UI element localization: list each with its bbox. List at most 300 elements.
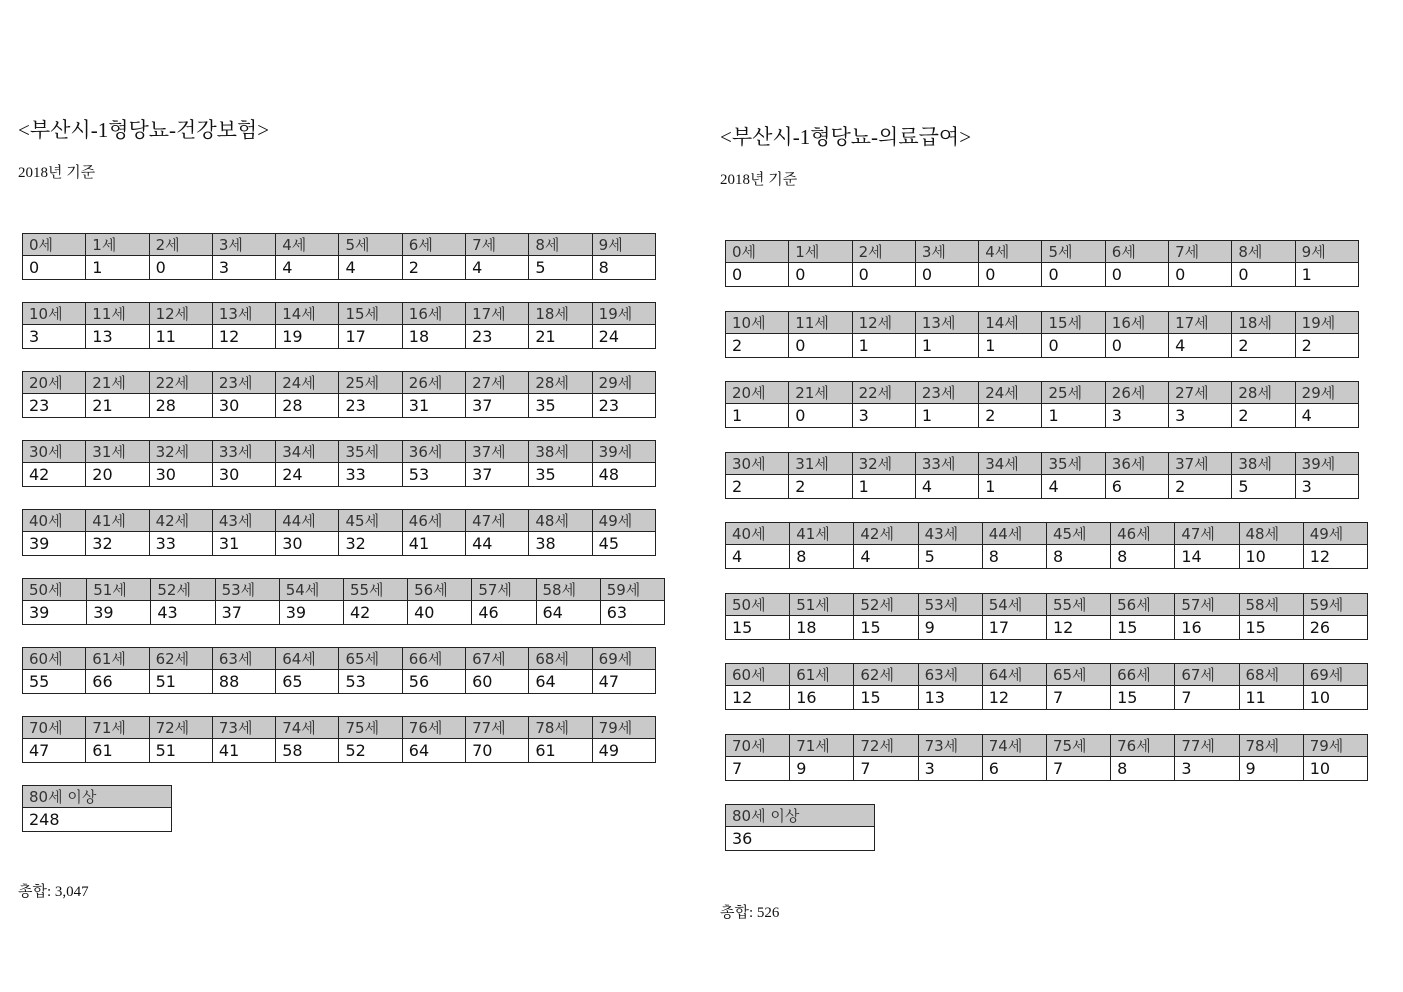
age-label-cell: 61세 xyxy=(790,664,854,686)
age-label-cell: 10세 xyxy=(726,312,789,334)
count-value-row xyxy=(726,616,1368,640)
patient-count-cell: 15 xyxy=(1111,616,1175,640)
age-label-cell: 11세 xyxy=(86,303,149,325)
age-label-cell: 0세 xyxy=(726,241,789,263)
patient-count-cell: 64 xyxy=(529,670,592,694)
age-header-row xyxy=(726,805,875,827)
age-label-cell: 44세 xyxy=(276,510,339,532)
age-label-cell: 46세 xyxy=(402,510,465,532)
patient-count-cell: 39 xyxy=(279,601,343,625)
patient-count-cell: 61 xyxy=(529,739,592,763)
age-label-cell: 45세 xyxy=(1046,523,1110,545)
patient-count-cell: 1 xyxy=(979,475,1042,499)
patient-count-cell: 11 xyxy=(149,325,212,349)
age-label-cell: 54세 xyxy=(279,579,343,601)
age-label-cell: 68세 xyxy=(1239,664,1303,686)
age-label-cell: 65세 xyxy=(339,648,402,670)
patient-count-cell: 49 xyxy=(592,739,655,763)
age-label-cell: 70세 xyxy=(726,735,790,757)
patient-count-cell: 0 xyxy=(1169,263,1232,287)
age-label-cell: 59세 xyxy=(1303,594,1367,616)
age-label-cell: 13세 xyxy=(915,312,978,334)
patient-count-cell: 63 xyxy=(600,601,664,625)
patient-count-cell: 36 xyxy=(726,827,875,851)
patient-count-cell: 52 xyxy=(339,739,402,763)
patient-count-cell: 35 xyxy=(529,463,592,487)
patient-count-cell: 47 xyxy=(23,739,86,763)
age-label-cell: 5세 xyxy=(1042,241,1105,263)
patient-count-cell: 41 xyxy=(212,739,275,763)
patient-count-cell: 3 xyxy=(212,256,275,280)
left-age-table-3 xyxy=(22,440,656,487)
patient-count-cell: 13 xyxy=(86,325,149,349)
age-label-cell: 72세 xyxy=(149,717,212,739)
age-label-cell: 0세 xyxy=(23,234,86,256)
patient-count-cell: 12 xyxy=(726,686,790,710)
age-label-cell: 32세 xyxy=(852,453,915,475)
patient-count-cell: 53 xyxy=(339,670,402,694)
age-label-cell: 23세 xyxy=(212,372,275,394)
age-label-cell: 78세 xyxy=(1239,735,1303,757)
patient-count-cell: 21 xyxy=(86,394,149,418)
age-label-cell: 71세 xyxy=(790,735,854,757)
age-label-cell: 11세 xyxy=(789,312,852,334)
patient-count-cell: 2 xyxy=(726,475,789,499)
age-label-cell: 4세 xyxy=(276,234,339,256)
age-label-cell: 7세 xyxy=(466,234,529,256)
patient-count-cell: 42 xyxy=(343,601,407,625)
count-value-row xyxy=(23,670,656,694)
patient-count-cell: 40 xyxy=(408,601,472,625)
patient-count-cell: 1 xyxy=(726,404,789,428)
patient-count-cell: 23 xyxy=(23,394,86,418)
patient-count-cell: 53 xyxy=(402,463,465,487)
patient-count-cell: 11 xyxy=(1239,686,1303,710)
age-label-cell: 64세 xyxy=(276,648,339,670)
age-label-cell: 58세 xyxy=(1239,594,1303,616)
age-label-cell: 47세 xyxy=(1175,523,1239,545)
count-value-row xyxy=(23,532,656,556)
age-label-cell: 77세 xyxy=(1175,735,1239,757)
count-value-row xyxy=(726,757,1368,781)
age-label-cell: 62세 xyxy=(149,648,212,670)
age-label-cell: 12세 xyxy=(149,303,212,325)
age-label-cell: 3세 xyxy=(915,241,978,263)
left-age-table-7 xyxy=(22,716,656,763)
patient-count-cell: 33 xyxy=(149,532,212,556)
patient-count-cell: 2 xyxy=(1169,475,1232,499)
age-label-cell: 42세 xyxy=(854,523,918,545)
age-label-cell: 52세 xyxy=(854,594,918,616)
patient-count-cell: 3 xyxy=(1295,475,1358,499)
age-label-cell: 49세 xyxy=(592,510,655,532)
patient-count-cell: 7 xyxy=(1046,686,1110,710)
age-label-cell: 1세 xyxy=(86,234,149,256)
patient-count-cell: 2 xyxy=(1295,334,1358,358)
age-header-row xyxy=(23,579,665,601)
age-label-cell: 61세 xyxy=(86,648,149,670)
age-header-row xyxy=(726,241,1359,263)
age-header-row xyxy=(23,648,656,670)
age-label-cell: 32세 xyxy=(149,441,212,463)
age-label-cell: 33세 xyxy=(915,453,978,475)
patient-count-cell: 8 xyxy=(1111,545,1175,569)
patient-count-cell: 17 xyxy=(982,616,1046,640)
age-label-cell: 14세 xyxy=(979,312,1042,334)
patient-count-cell: 1 xyxy=(86,256,149,280)
age-label-cell: 42세 xyxy=(149,510,212,532)
age-label-cell: 29세 xyxy=(1295,382,1358,404)
patient-count-cell: 1 xyxy=(852,334,915,358)
patient-count-cell: 7 xyxy=(726,757,790,781)
patient-count-cell: 10 xyxy=(1303,686,1367,710)
count-value-row xyxy=(726,475,1359,499)
age-label-cell: 37세 xyxy=(466,441,529,463)
patient-count-cell: 0 xyxy=(1232,263,1295,287)
patient-count-cell: 35 xyxy=(529,394,592,418)
age-label-cell: 46세 xyxy=(1111,523,1175,545)
patient-count-cell: 37 xyxy=(466,394,529,418)
age-label-cell: 51세 xyxy=(87,579,151,601)
patient-count-cell: 2 xyxy=(402,256,465,280)
patient-count-cell: 248 xyxy=(23,808,172,832)
age-label-cell: 38세 xyxy=(529,441,592,463)
patient-count-cell: 30 xyxy=(212,463,275,487)
age-label-cell: 20세 xyxy=(23,372,86,394)
age-label-cell: 52세 xyxy=(151,579,215,601)
patient-count-cell: 7 xyxy=(854,757,918,781)
right-age-table-6 xyxy=(725,663,1368,710)
age-label-cell: 26세 xyxy=(402,372,465,394)
patient-count-cell: 38 xyxy=(529,532,592,556)
right-age-table-5 xyxy=(725,593,1368,640)
patient-count-cell: 55 xyxy=(23,670,86,694)
age-label-cell: 76세 xyxy=(1111,735,1175,757)
patient-count-cell: 0 xyxy=(726,263,789,287)
patient-count-cell: 8 xyxy=(1111,757,1175,781)
patient-count-cell: 58 xyxy=(276,739,339,763)
age-label-cell: 57세 xyxy=(1175,594,1239,616)
age-header-row xyxy=(726,664,1368,686)
age-label-cell: 26세 xyxy=(1105,382,1168,404)
age-label-cell: 62세 xyxy=(854,664,918,686)
right-age-table-4 xyxy=(725,522,1368,569)
age-label-cell: 64세 xyxy=(982,664,1046,686)
patient-count-cell: 5 xyxy=(918,545,982,569)
age-header-row xyxy=(23,717,656,739)
age-label-cell: 2세 xyxy=(852,241,915,263)
age-label-cell: 15세 xyxy=(1042,312,1105,334)
age-label-cell: 51세 xyxy=(790,594,854,616)
count-value-row xyxy=(726,686,1368,710)
count-value-row xyxy=(23,463,656,487)
age-label-cell: 28세 xyxy=(1232,382,1295,404)
patient-count-cell: 32 xyxy=(339,532,402,556)
age-label-cell: 17세 xyxy=(466,303,529,325)
patient-count-cell: 39 xyxy=(23,532,86,556)
patient-count-cell: 12 xyxy=(212,325,275,349)
age-label-cell: 44세 xyxy=(982,523,1046,545)
patient-count-cell: 60 xyxy=(466,670,529,694)
age-label-cell: 63세 xyxy=(212,648,275,670)
count-value-row xyxy=(726,545,1368,569)
patient-count-cell: 46 xyxy=(472,601,536,625)
age-label-cell: 69세 xyxy=(1303,664,1367,686)
patient-count-cell: 3 xyxy=(1105,404,1168,428)
patient-count-cell: 16 xyxy=(790,686,854,710)
patient-count-cell: 6 xyxy=(1105,475,1168,499)
patient-count-cell: 1 xyxy=(915,404,978,428)
patient-count-cell: 5 xyxy=(1232,475,1295,499)
age-label-cell: 6세 xyxy=(402,234,465,256)
age-header-row xyxy=(23,786,172,808)
patient-count-cell: 30 xyxy=(212,394,275,418)
patient-count-cell: 39 xyxy=(23,601,87,625)
age-label-cell: 56세 xyxy=(408,579,472,601)
age-label-cell: 33세 xyxy=(212,441,275,463)
patient-count-cell: 16 xyxy=(1175,616,1239,640)
age-label-cell: 48세 xyxy=(1239,523,1303,545)
age-label-cell: 31세 xyxy=(86,441,149,463)
age-label-cell: 12세 xyxy=(852,312,915,334)
left-age-table-0 xyxy=(22,233,656,280)
age-label-cell: 30세 xyxy=(23,441,86,463)
age-label-cell: 15세 xyxy=(339,303,402,325)
age-label-cell: 58세 xyxy=(536,579,600,601)
patient-count-cell: 14 xyxy=(1175,545,1239,569)
patient-count-cell: 8 xyxy=(592,256,655,280)
patient-count-cell: 0 xyxy=(852,263,915,287)
patient-count-cell: 18 xyxy=(402,325,465,349)
patient-count-cell: 33 xyxy=(339,463,402,487)
left-age-table-2 xyxy=(22,371,656,418)
patient-count-cell: 44 xyxy=(466,532,529,556)
left-panel-title: <부산시-1형당뇨-건강보험> xyxy=(18,118,270,142)
age-label-cell: 78세 xyxy=(529,717,592,739)
patient-count-cell: 15 xyxy=(854,616,918,640)
age-label-cell: 24세 xyxy=(276,372,339,394)
patient-count-cell: 15 xyxy=(854,686,918,710)
age-header-row xyxy=(726,382,1359,404)
age-label-cell: 27세 xyxy=(466,372,529,394)
age-label-cell: 53세 xyxy=(215,579,279,601)
age-label-cell: 40세 xyxy=(23,510,86,532)
count-value-row xyxy=(23,394,656,418)
age-label-cell: 75세 xyxy=(1046,735,1110,757)
count-value-row xyxy=(23,601,665,625)
age-label-cell: 65세 xyxy=(1046,664,1110,686)
patient-count-cell: 26 xyxy=(1303,616,1367,640)
patient-count-cell: 37 xyxy=(215,601,279,625)
patient-count-cell: 0 xyxy=(1042,263,1105,287)
patient-count-cell: 42 xyxy=(23,463,86,487)
age-label-cell: 22세 xyxy=(852,382,915,404)
patient-count-cell: 45 xyxy=(592,532,655,556)
age-label-cell: 23세 xyxy=(915,382,978,404)
age-label-cell: 55세 xyxy=(1046,594,1110,616)
age-label-cell: 17세 xyxy=(1169,312,1232,334)
age-label-cell: 55세 xyxy=(343,579,407,601)
age-label-cell: 30세 xyxy=(726,453,789,475)
patient-count-cell: 56 xyxy=(402,670,465,694)
age-label-cell: 18세 xyxy=(1232,312,1295,334)
count-value-row xyxy=(23,256,656,280)
patient-count-cell: 4 xyxy=(466,256,529,280)
count-value-row xyxy=(23,325,656,349)
age-label-cell: 19세 xyxy=(592,303,655,325)
age-label-cell: 76세 xyxy=(402,717,465,739)
patient-count-cell: 24 xyxy=(592,325,655,349)
age-label-cell: 77세 xyxy=(466,717,529,739)
age-label-cell: 25세 xyxy=(339,372,402,394)
patient-count-cell: 4 xyxy=(276,256,339,280)
age-label-cell: 34세 xyxy=(979,453,1042,475)
age-label-cell: 22세 xyxy=(149,372,212,394)
patient-count-cell: 21 xyxy=(529,325,592,349)
right-panel-title: <부산시-1형당뇨-의료급여> xyxy=(720,125,972,149)
count-value-row xyxy=(23,739,656,763)
patient-count-cell: 41 xyxy=(402,532,465,556)
age-label-cell: 45세 xyxy=(339,510,402,532)
age-header-row xyxy=(23,303,656,325)
age-label-cell: 41세 xyxy=(86,510,149,532)
age-label-cell: 9세 xyxy=(1295,241,1358,263)
age-label-cell: 79세 xyxy=(592,717,655,739)
patient-count-cell: 20 xyxy=(86,463,149,487)
age-label-cell: 40세 xyxy=(726,523,790,545)
age-label-cell: 53세 xyxy=(918,594,982,616)
patient-count-cell: 12 xyxy=(1046,616,1110,640)
patient-count-cell: 3 xyxy=(1169,404,1232,428)
age-label-cell: 18세 xyxy=(529,303,592,325)
patient-count-cell: 17 xyxy=(339,325,402,349)
patient-count-cell: 39 xyxy=(87,601,151,625)
patient-count-cell: 3 xyxy=(23,325,86,349)
patient-count-cell: 0 xyxy=(789,263,852,287)
age-label-cell: 28세 xyxy=(529,372,592,394)
patient-count-cell: 47 xyxy=(592,670,655,694)
count-value-row xyxy=(726,827,875,851)
patient-count-cell: 9 xyxy=(1239,757,1303,781)
age-label-cell: 16세 xyxy=(1105,312,1168,334)
patient-count-cell: 88 xyxy=(212,670,275,694)
age-label-cell: 66세 xyxy=(402,648,465,670)
left-panel-subtitle: 2018년 기준 xyxy=(18,165,96,181)
patient-count-cell: 3 xyxy=(918,757,982,781)
patient-count-cell: 23 xyxy=(466,325,529,349)
age-header-row xyxy=(726,735,1368,757)
patient-count-cell: 31 xyxy=(212,532,275,556)
patient-count-cell: 0 xyxy=(1105,263,1168,287)
age-header-row xyxy=(23,441,656,463)
right-age-table-1 xyxy=(725,311,1359,358)
age-label-cell: 39세 xyxy=(1295,453,1358,475)
age-label-cell: 36세 xyxy=(402,441,465,463)
age-label-cell: 67세 xyxy=(466,648,529,670)
age-label-cell: 4세 xyxy=(979,241,1042,263)
age-label-cell: 34세 xyxy=(276,441,339,463)
age-label-cell: 50세 xyxy=(23,579,87,601)
patient-count-cell: 1 xyxy=(1042,404,1105,428)
patient-count-cell: 65 xyxy=(276,670,339,694)
age-label-cell: 73세 xyxy=(918,735,982,757)
left-age-table-80plus xyxy=(22,785,172,832)
age-header-row xyxy=(23,372,656,394)
age-label-cell: 49세 xyxy=(1303,523,1367,545)
right-panel-subtitle: 2018년 기준 xyxy=(720,172,798,188)
age-label-cell: 7세 xyxy=(1169,241,1232,263)
patient-count-cell: 0 xyxy=(979,263,1042,287)
patient-count-cell: 2 xyxy=(789,475,852,499)
count-value-row xyxy=(23,808,172,832)
left-age-table-5 xyxy=(22,578,665,625)
patient-count-cell: 4 xyxy=(1042,475,1105,499)
age-label-cell: 43세 xyxy=(212,510,275,532)
age-label-cell: 60세 xyxy=(726,664,790,686)
patient-count-cell: 10 xyxy=(1239,545,1303,569)
patient-count-cell: 30 xyxy=(149,463,212,487)
age-label-cell: 27세 xyxy=(1169,382,1232,404)
left-age-table-1 xyxy=(22,302,656,349)
patient-count-cell: 15 xyxy=(1111,686,1175,710)
age-label-cell: 8세 xyxy=(529,234,592,256)
age-label-cell: 10세 xyxy=(23,303,86,325)
patient-count-cell: 2 xyxy=(1232,334,1295,358)
patient-count-cell: 0 xyxy=(149,256,212,280)
age-header-row xyxy=(23,234,656,256)
age-label-cell: 66세 xyxy=(1111,664,1175,686)
age-label-cell: 19세 xyxy=(1295,312,1358,334)
age-label-cell: 37세 xyxy=(1169,453,1232,475)
age-label-cell: 2세 xyxy=(149,234,212,256)
right-panel-total: 총합: 526 xyxy=(720,905,780,921)
right-age-table-0 xyxy=(725,240,1359,287)
right-age-table-80plus xyxy=(725,804,875,851)
age-label-cell: 1세 xyxy=(789,241,852,263)
patient-count-cell: 1 xyxy=(915,334,978,358)
patient-count-cell: 5 xyxy=(529,256,592,280)
patient-count-cell: 2 xyxy=(726,334,789,358)
patient-count-cell: 64 xyxy=(402,739,465,763)
patient-count-cell: 37 xyxy=(466,463,529,487)
patient-count-cell: 32 xyxy=(86,532,149,556)
patient-count-cell: 2 xyxy=(979,404,1042,428)
age-header-row xyxy=(726,312,1359,334)
patient-count-cell: 9 xyxy=(790,757,854,781)
age-label-cell: 57세 xyxy=(472,579,536,601)
age-label-cell: 68세 xyxy=(529,648,592,670)
patient-count-cell: 0 xyxy=(1042,334,1105,358)
age-label-cell: 74세 xyxy=(276,717,339,739)
patient-count-cell: 51 xyxy=(149,739,212,763)
patient-count-cell: 4 xyxy=(915,475,978,499)
patient-count-cell: 0 xyxy=(789,404,852,428)
age-label-cell: 56세 xyxy=(1111,594,1175,616)
age-label-cell: 24세 xyxy=(979,382,1042,404)
age-label-cell: 43세 xyxy=(918,523,982,545)
age-label-cell: 21세 xyxy=(789,382,852,404)
age-label-cell: 54세 xyxy=(982,594,1046,616)
patient-count-cell: 2 xyxy=(1232,404,1295,428)
age-label-cell: 6세 xyxy=(1105,241,1168,263)
patient-count-cell: 0 xyxy=(1105,334,1168,358)
patient-count-cell: 0 xyxy=(915,263,978,287)
patient-count-cell: 64 xyxy=(536,601,600,625)
age-label-cell: 80세 이상 xyxy=(23,786,172,808)
age-label-cell: 13세 xyxy=(212,303,275,325)
age-label-cell: 75세 xyxy=(339,717,402,739)
patient-count-cell: 23 xyxy=(339,394,402,418)
